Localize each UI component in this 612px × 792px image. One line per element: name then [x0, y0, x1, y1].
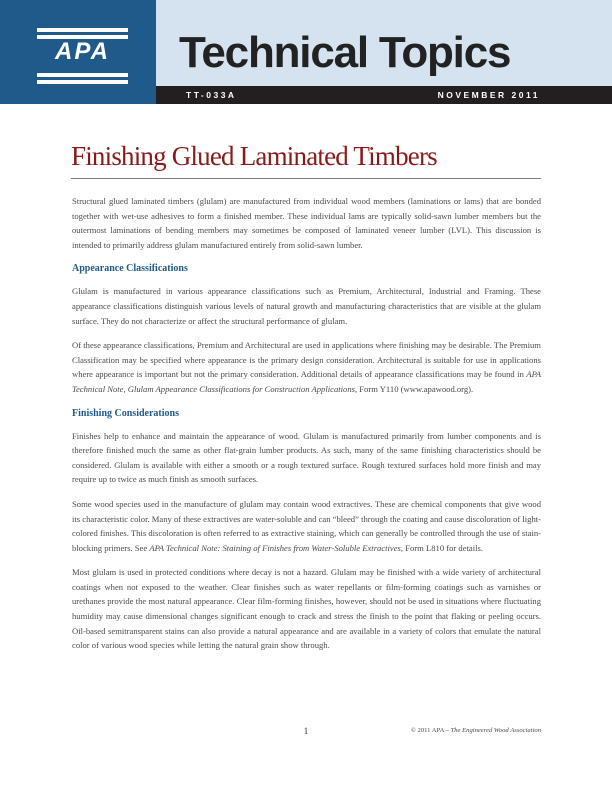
paragraph: Finishes help to enhance and maintain the appearance of wood. Glulam is manufactured primarily from lumber components and is therefore finished much the same as other flat-grain lumber products. As such, many of the same finishing characteristics should be considered. Glulam is available with either a smooth or a rough textured surface. Rough textured surfaces hold more finish and may require up to twice as much finish as smooth surfaces. — [72, 430, 541, 485]
paragraph-text: , Form L810 for details. — [400, 542, 484, 553]
article-body — [72, 194, 541, 663]
logo-bar — [37, 28, 128, 32]
paragraph: Glulam is manufactured in various appearance classifications such as Premium, Architectural, Industrial and Framing. These appearance classifications distinguish various levels of natural growth and manufacturing characteristics that are visible at the glulam surface. They do not characterize or affect the structural performance of glulam. — [72, 286, 541, 326]
section-heading-appearance: Appearance Classifications — [72, 263, 188, 275]
section-heading-finishing: Finishing Considerations — [72, 407, 179, 419]
paragraph-text: Of these appearance classifications, Premium and Architectural are used in applications where finishing may be desirable. The Premium Classification may be specified where appearance is the primary design consideration. Architectural is suitable for use in applications where appearance is important but not the primary consideration. Additional details of appearance classifications may be found in — [72, 340, 541, 380]
logo-bar — [37, 73, 128, 77]
document-code: TT-033A — [186, 90, 237, 100]
organization-name: The Engineered Wood Association — [450, 727, 541, 734]
paragraph: Most glulam is used in protected conditions where decay is not a hazard. Glulam may be finished with a wide variety of architectural coatings when not exposed to the weather. Clear finishes such as water repellants or film-forming coatings such as varnishes or urethanes provide the most natural appearance. Clear film-forming finishes, however, should not be used in situations where fluctuating humidity may cause dimensional changes significant enough to crack and stress the finish to the point that flaking or peeling occurs. Oil-based semitransparent stains can also provide a natural appearance and are available in a variety of colors that emulate the natural color of various wood species while letting the natural grain show through. — [72, 567, 541, 651]
logo-text: APA — [55, 38, 110, 65]
logo-bar — [37, 80, 128, 84]
paragraph-text: Some wood species used in the manufacture of glulam may contain wood extractives. These are chemical components that give wood its characteristic color. Many of these extractives are water-soluble and can “bleed” through the coating and cause discoloration of light-colored finishes. This discoloration is often referred to as extractive staining, which can generally be controlled through the use of stain-blocking primers. See — [72, 498, 541, 553]
copyright-text: © 2011 APA – — [410, 727, 451, 734]
page-number: 1 — [303, 726, 309, 736]
intro-paragraph: Structural glued laminated timbers (glulam) are manufactured from individual wood members (laminations or lams) that are bonded together with wet-use adhesives to form a finished member. These individual lams are typically solid-sawn lumber members but the outermost laminations of bending members may sometimes be composed of laminated veneer lumber (LVL). This discussion is intended to primarily address glulam manufactured entirely from solid-sawn lumber. — [72, 196, 541, 250]
paragraph — [72, 497, 541, 555]
publication-date: NOVEMBER 2011 — [437, 90, 540, 100]
page-title: Finishing Glued Laminated Timbers — [71, 141, 437, 171]
paragraph — [72, 338, 541, 396]
paragraph-text: , Form Y110 (www.apawood.org). — [354, 383, 474, 394]
title-divider — [71, 178, 541, 179]
reference-title: APA Technical Note, Glulam Appearance Classifications for Construction Applications — [72, 369, 541, 394]
reference-title: APA Technical Note: Staining of Finishes from Water-Soluble Extractives — [149, 542, 401, 553]
series-title: Technical Topics — [179, 28, 511, 77]
copyright-notice — [411, 726, 541, 736]
apa-logo — [0, 0, 156, 104]
